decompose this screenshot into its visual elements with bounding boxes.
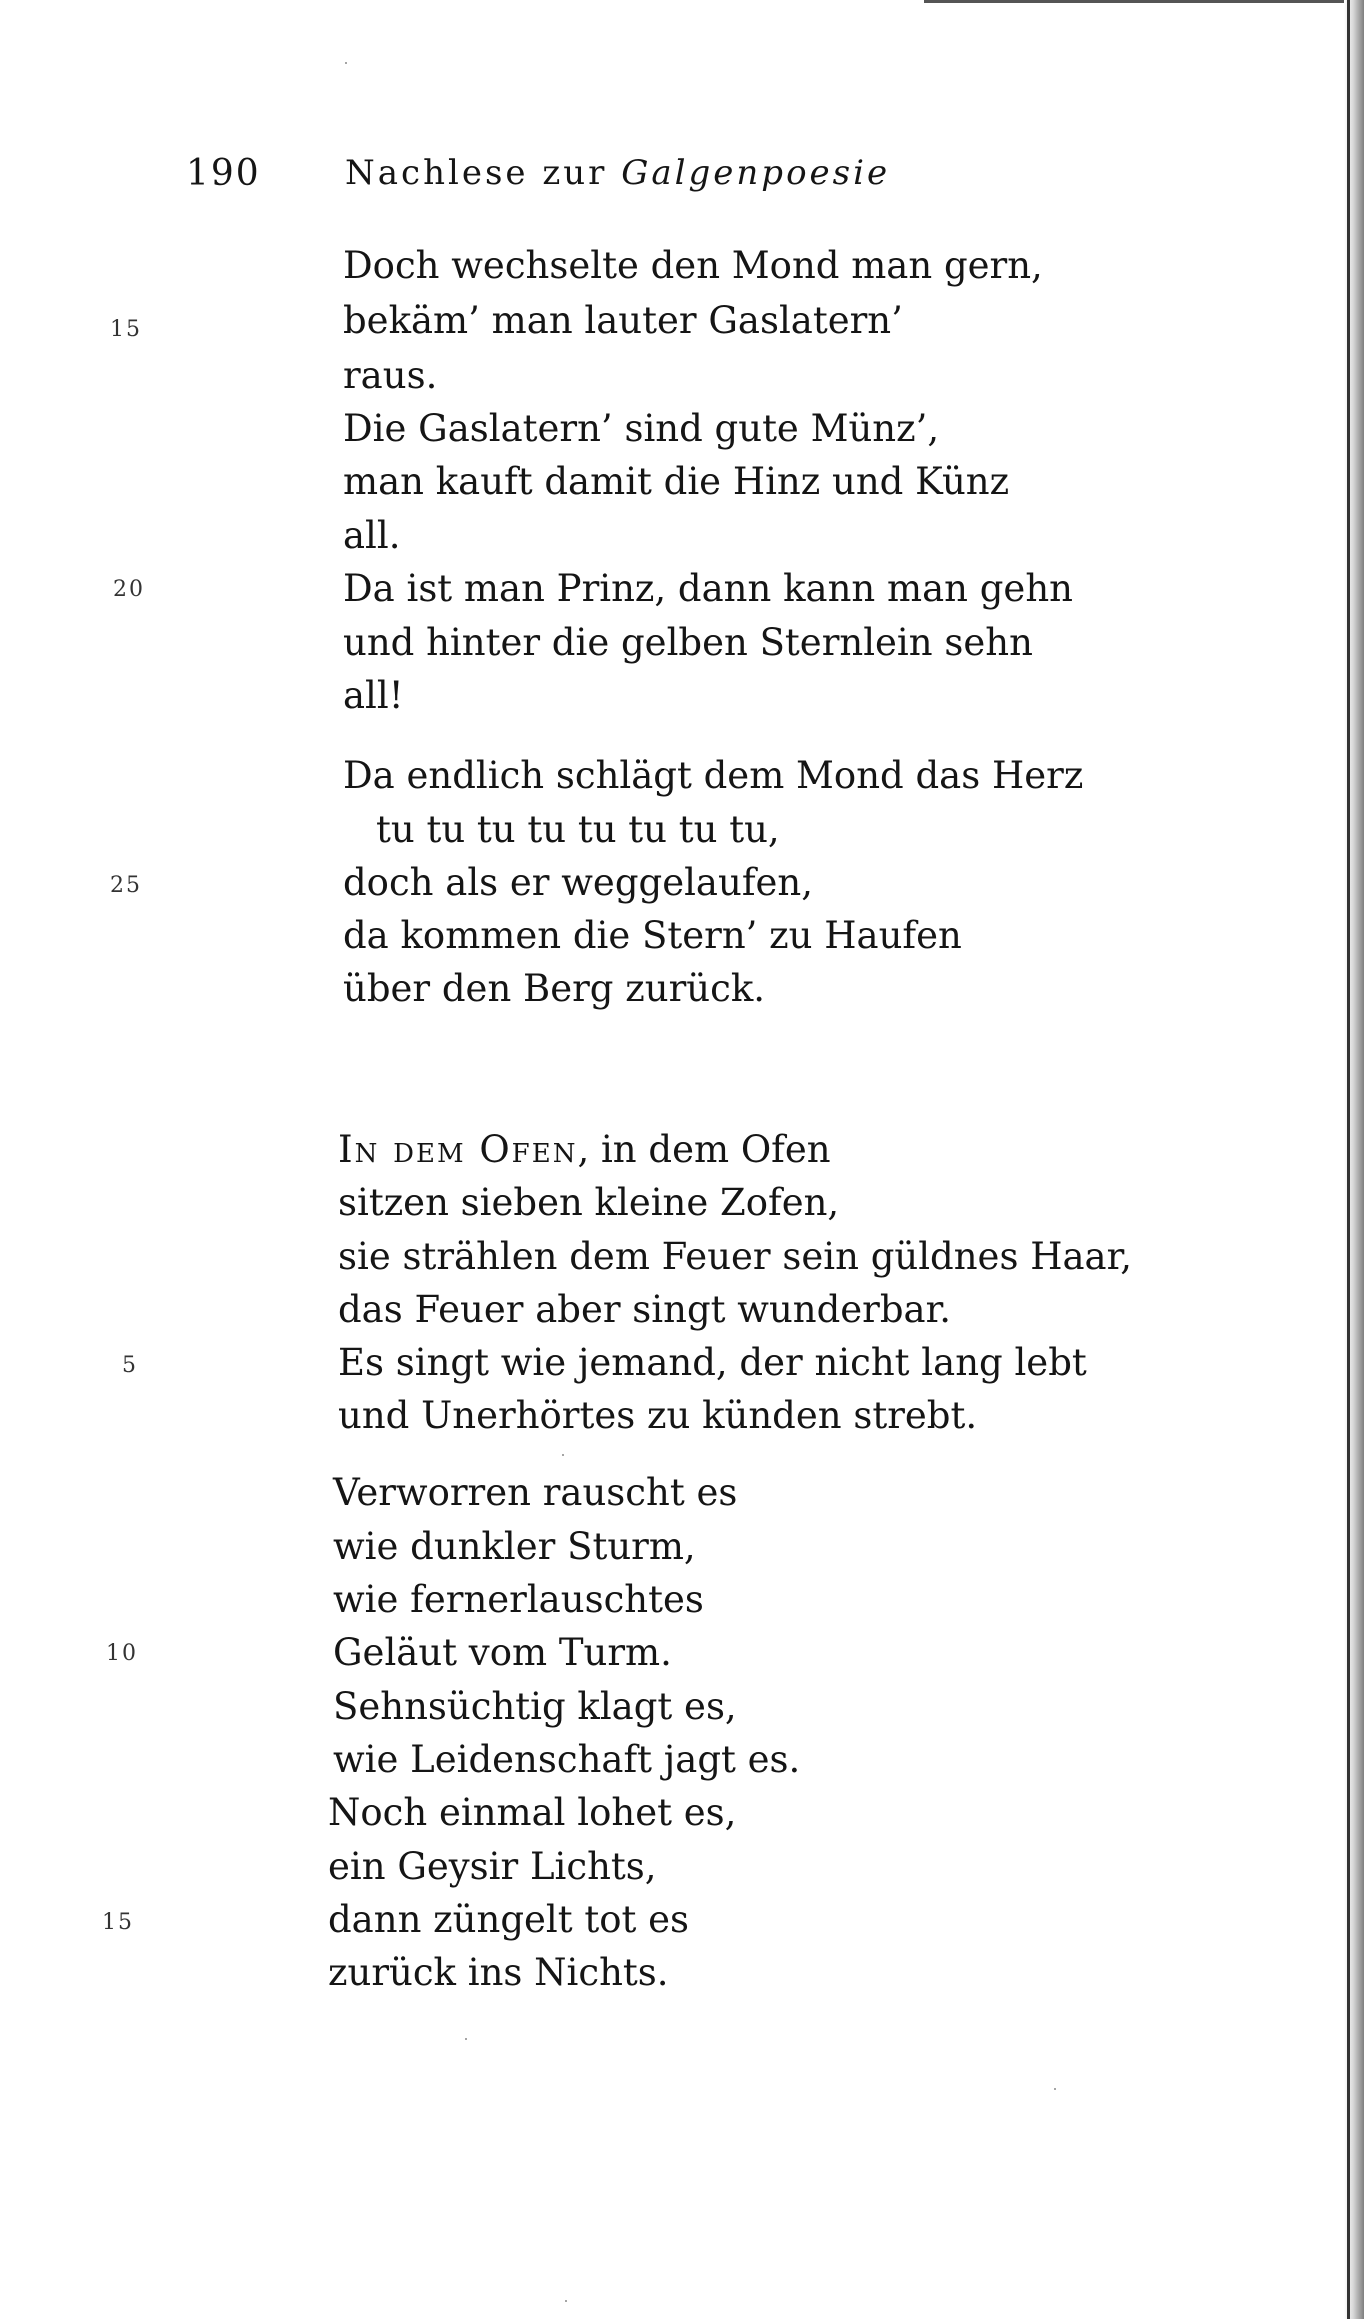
verse-opening-rest: , in dem Ofen: [577, 1128, 831, 1171]
verse-line: all!: [343, 674, 404, 717]
verse-line: und Unerhörtes zu künden strebt.: [338, 1394, 978, 1437]
verse-line: man kauft damit die Hinz und Künz: [343, 460, 1010, 503]
line-number: 10: [106, 1641, 138, 1666]
verse-line: wie Leidenschaft jagt es.: [333, 1738, 801, 1781]
verse-line: Sehnsüchtig klagt es,: [333, 1685, 737, 1728]
verse-opening-small-caps: In dem Ofen: [338, 1128, 578, 1171]
verse-line: Geläut vom Turm.: [333, 1631, 672, 1674]
scan-speck: [562, 1454, 564, 1456]
verse-line: bekäm’ man lauter Gaslatern’: [343, 299, 903, 342]
running-head: [345, 153, 890, 193]
verse-line: über den Berg zurück.: [343, 967, 765, 1010]
verse-line: Da endlich schlägt dem Mond das Herz: [343, 754, 1084, 797]
running-head-title: Galgenpoesie: [621, 153, 891, 193]
verse-line: dann züngelt tot es: [328, 1898, 690, 1941]
verse-line: tu tu tu tu tu tu tu tu,: [376, 808, 780, 851]
page-number: 190: [186, 153, 261, 194]
verse-line-first: [338, 1128, 831, 1171]
line-number: 15: [110, 317, 142, 342]
verse-line: all.: [343, 514, 401, 557]
verse-line: Noch einmal lohet es,: [328, 1791, 737, 1834]
verse-line: Da ist man Prinz, dann kann man gehn: [343, 567, 1073, 610]
line-number: 20: [113, 577, 145, 602]
verse-line: wie dunkler Sturm,: [333, 1525, 696, 1568]
line-number: 5: [122, 1353, 138, 1378]
verse-line: doch als er weggelaufen,: [343, 861, 813, 904]
page-edge-line: [1347, 0, 1350, 2319]
verse-line: ein Geysir Lichts,: [328, 1845, 657, 1888]
running-head-prefix: Nachlese zur: [345, 153, 608, 193]
scan-speck: [465, 2038, 467, 2040]
scan-speck: [345, 62, 347, 64]
verse-line: raus.: [343, 354, 438, 397]
verse-line: wie fernerlauschtes: [333, 1578, 704, 1621]
line-number: 15: [102, 1910, 134, 1935]
verse-line: Es singt wie jemand, der nicht lang lebt: [338, 1341, 1087, 1384]
scan-top-edge: [924, 0, 1344, 3]
verse-line: zurück ins Nichts.: [328, 1951, 669, 1994]
verse-line: sie strählen dem Feuer sein güldnes Haar,: [338, 1235, 1132, 1278]
verse-line: das Feuer aber singt wunderbar.: [338, 1288, 951, 1331]
scan-speck: [565, 2300, 567, 2302]
verse-line: Verworren rauscht es: [333, 1471, 738, 1514]
scan-speck: [1054, 2088, 1056, 2090]
verse-line: und hinter die gelben Sternlein sehn: [343, 621, 1033, 664]
verse-line: da kommen die Stern’ zu Haufen: [343, 914, 962, 957]
verse-line: sitzen sieben kleine Zofen,: [338, 1181, 840, 1224]
verse-line: Die Gaslatern’ sind gute Münz’,: [343, 407, 940, 450]
verse-line: Doch wechselte den Mond man gern,: [343, 244, 1043, 287]
line-number: 25: [110, 873, 142, 898]
